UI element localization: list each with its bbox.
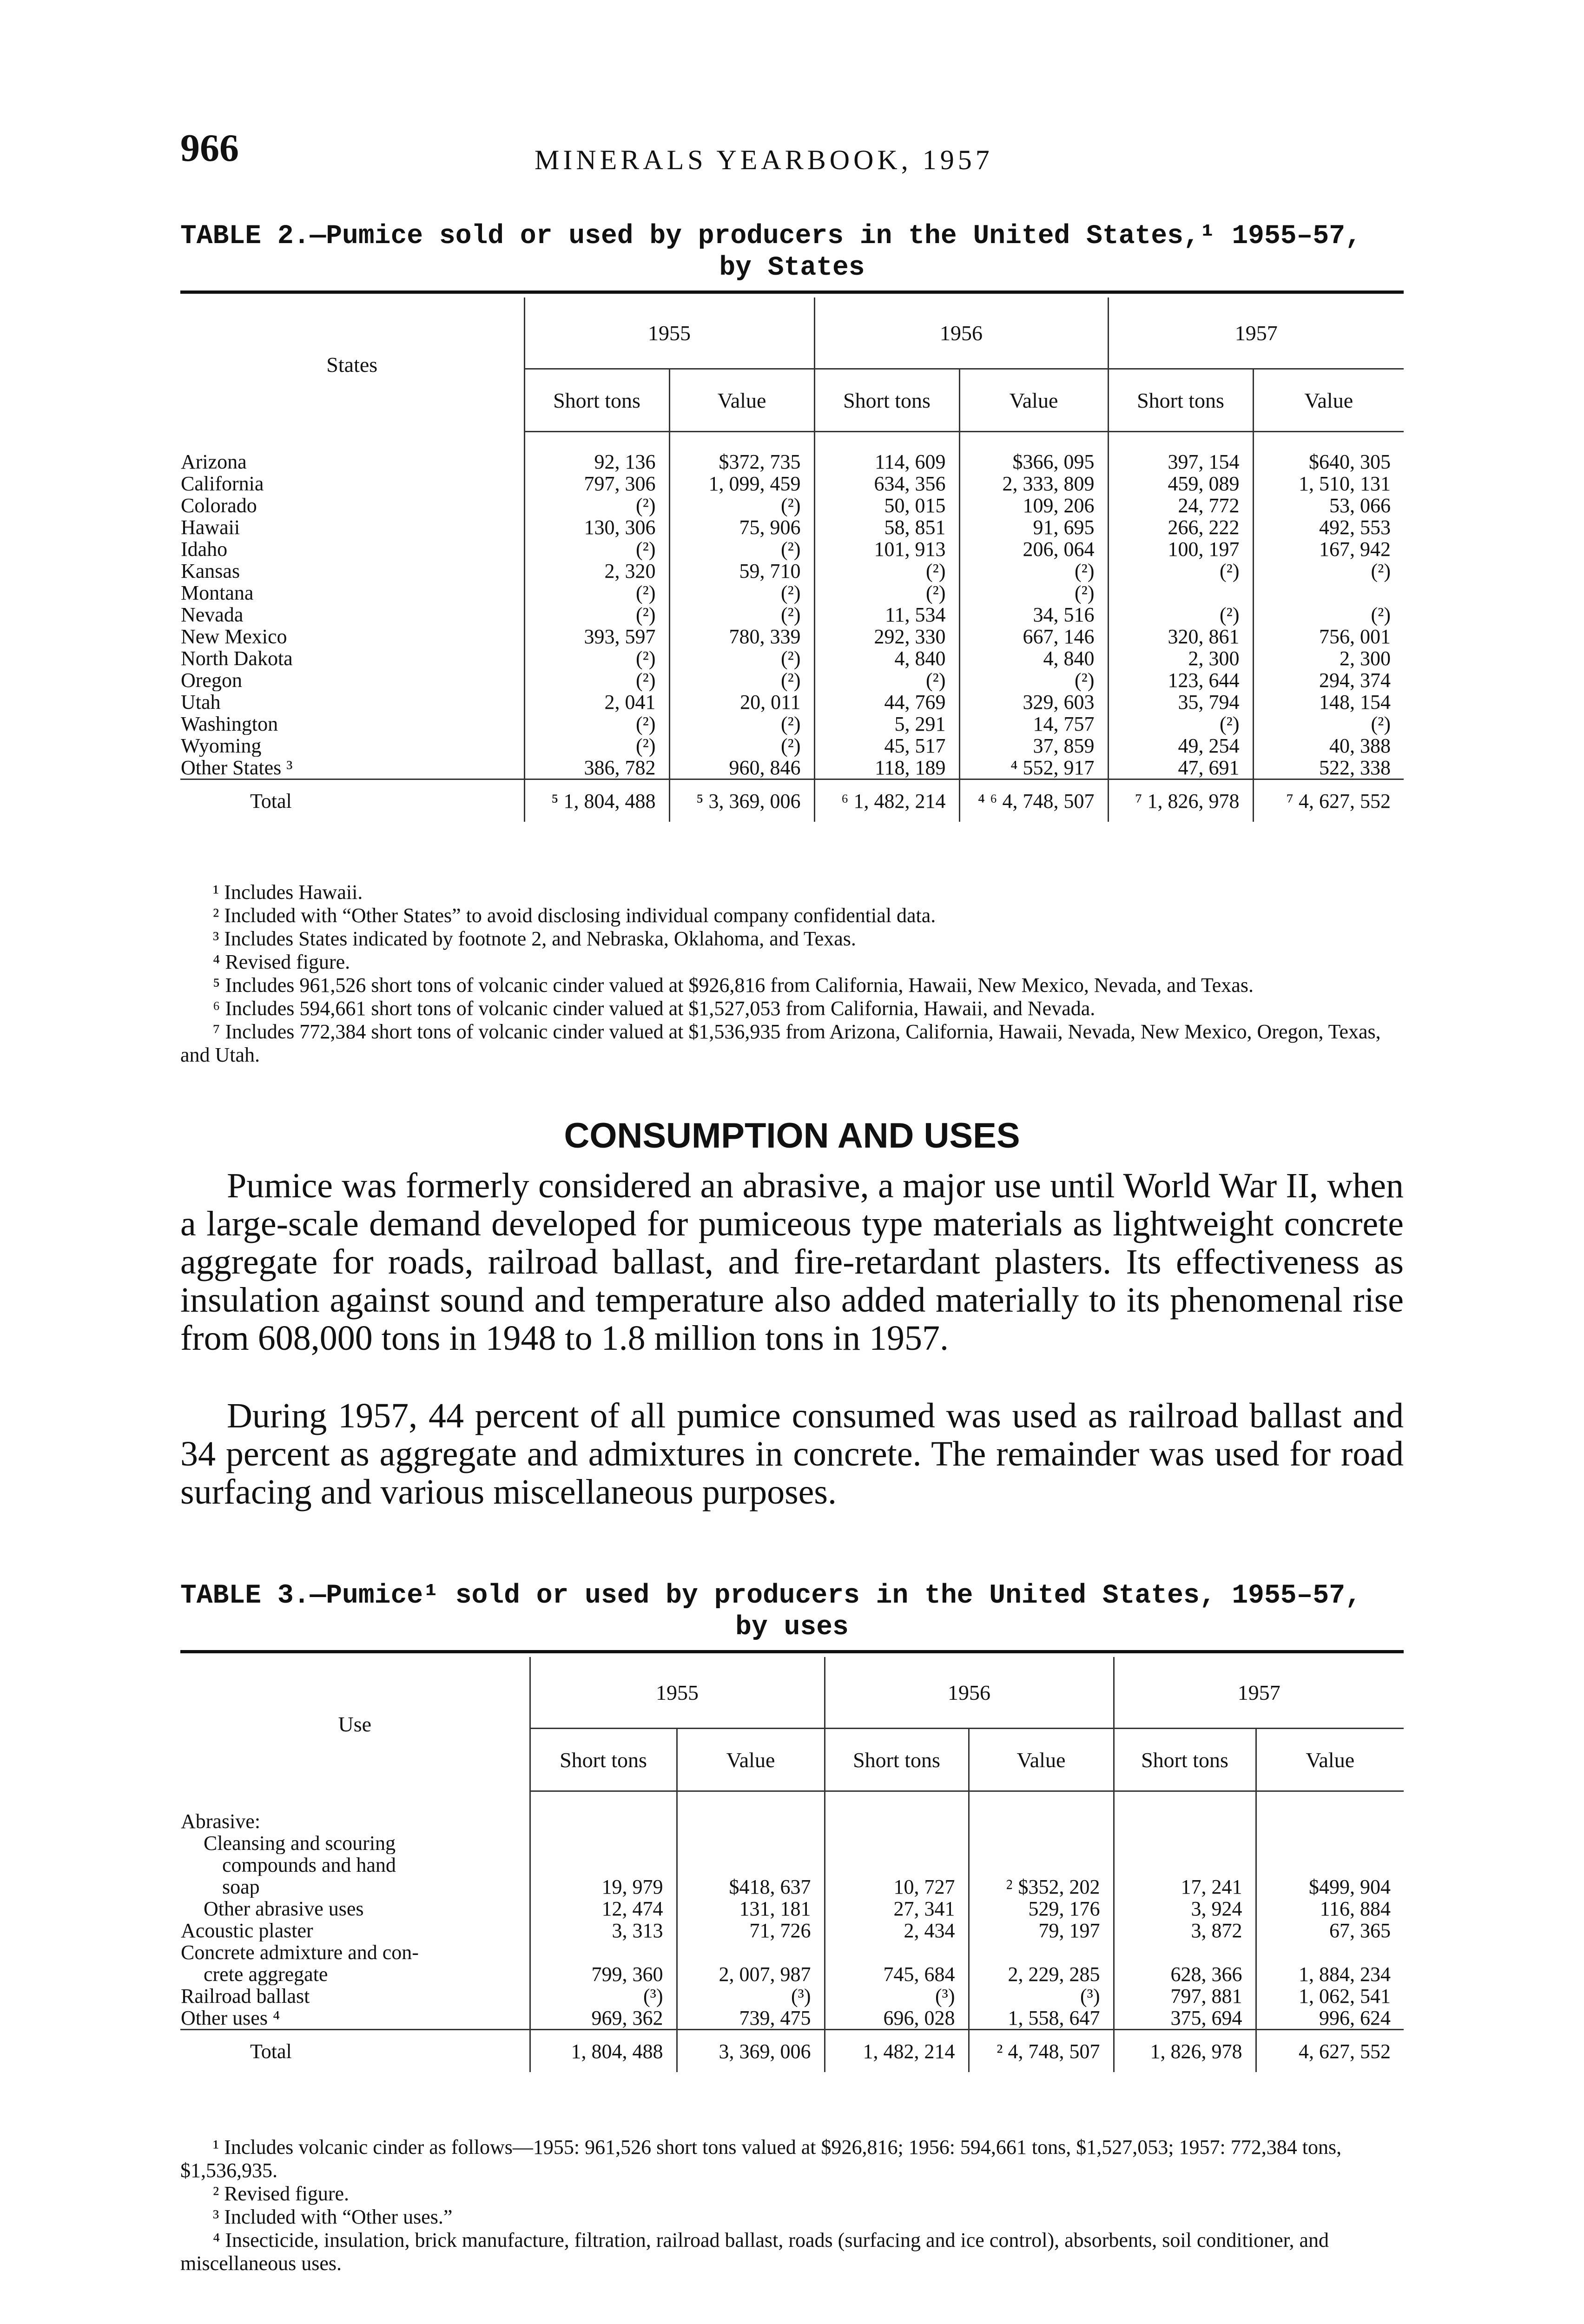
footnote: ³ Included with “Other uses.”	[213, 2205, 453, 2228]
cell: 131, 181	[677, 1898, 825, 1920]
cell: 529, 176	[969, 1898, 1114, 1920]
table3-col-value: Value	[1256, 1729, 1404, 1791]
paragraph-text: Pumice was formerly considered an abrasive, a major use until World War II, when a large-scale demand developed for pumiceous type materials as lightweight concrete aggregate for roads, railroad ballast, and fire-retardant plasters. Its effectiveness as insulation against sound and temperature also added materially to its phenomenal rise from 608,000 tons in 1948 to 1.8 million tons in 1957.	[180, 1166, 1404, 1358]
cell: 4, 840	[814, 647, 959, 669]
cell: ⁲ $352, 202	[969, 1876, 1114, 1898]
total-row	[180, 779, 1404, 822]
table-row	[180, 516, 1404, 538]
cell: 797, 306	[524, 473, 669, 495]
cell: $499, 904	[1256, 1876, 1404, 1898]
cell: 130, 306	[524, 516, 669, 538]
cell: (²)	[959, 560, 1108, 582]
total-label: Total	[180, 2030, 530, 2073]
cell: 960, 846	[669, 757, 814, 779]
cell: ⁷ 4, 627, 552	[1253, 779, 1404, 822]
table2-col-value: Value	[669, 369, 814, 432]
footnote: ⁴ Revised figure.	[213, 951, 350, 973]
cell: 397, 154	[1108, 451, 1253, 473]
table2-year-1957: 1957	[1108, 297, 1404, 369]
cell: 1, 804, 488	[530, 2030, 677, 2073]
cell: 799, 360	[530, 1963, 677, 1985]
cell: (²)	[669, 495, 814, 516]
table3-title-line2: by uses	[735, 1612, 849, 1643]
row-label: Nevada	[181, 604, 244, 626]
table2-col-short-tons: Short tons	[1108, 369, 1253, 432]
cell: (²)	[814, 669, 959, 691]
body-paragraph-2	[180, 1397, 1404, 1511]
table3-title-line1: TABLE 3.—Pumice¹ sold or used by producers in the United States, 1955–57,	[180, 1581, 1361, 1611]
table-row	[180, 495, 1404, 516]
cell: 167, 942	[1253, 538, 1404, 560]
cell: 3, 924	[1114, 1898, 1256, 1920]
row-label: compounds and hand	[222, 1854, 396, 1876]
cell: 27, 341	[825, 1898, 969, 1920]
cell: 49, 254	[1108, 735, 1253, 757]
cell: 92, 136	[524, 451, 669, 473]
row-label: Railroad ballast	[181, 1985, 310, 2007]
table-row	[180, 626, 1404, 647]
cell: 50, 015	[814, 495, 959, 516]
cell: ⁵ 3, 369, 006	[669, 779, 814, 822]
table-row	[180, 1963, 1404, 1985]
cell: (²)	[814, 582, 959, 604]
cell: 1, 558, 647	[969, 2007, 1114, 2030]
cell: 4, 627, 552	[1256, 2030, 1404, 2073]
cell: (²)	[1253, 604, 1404, 626]
row-label: Kansas	[181, 560, 240, 582]
cell: 696, 028	[825, 2007, 969, 2030]
cell: (³)	[969, 1985, 1114, 2007]
row-label: Idaho	[181, 538, 228, 560]
cell: 1, 099, 459	[669, 473, 814, 495]
table3-footnotes	[180, 2136, 1404, 2275]
cell: 10, 727	[825, 1876, 969, 1898]
cell: (²)	[669, 538, 814, 560]
table2-title-line2: by States	[719, 253, 865, 283]
cell: 71, 726	[677, 1920, 825, 1941]
cell: 148, 154	[1253, 691, 1404, 713]
cell: 123, 644	[1108, 669, 1253, 691]
cell: 492, 553	[1253, 516, 1404, 538]
cell: (³)	[825, 1985, 969, 2007]
cell: 206, 064	[959, 538, 1108, 560]
cell: (²)	[669, 669, 814, 691]
table2-stub-header: States	[326, 352, 378, 376]
row-label: soap	[222, 1876, 260, 1898]
cell: 91, 695	[959, 516, 1108, 538]
total-row	[180, 2030, 1404, 2073]
row-label: Other uses ⁴	[181, 2007, 280, 2029]
cell: 2, 300	[1108, 647, 1253, 669]
cell: (²)	[524, 495, 669, 516]
cell: (³)	[677, 1985, 825, 2007]
cell: (²)	[524, 713, 669, 735]
table-row	[180, 735, 1404, 757]
table3-year-1957: 1957	[1114, 1657, 1404, 1729]
cell: 100, 197	[1108, 538, 1253, 560]
table3-col-value: Value	[969, 1729, 1114, 1791]
table2-year-1956: 1956	[814, 297, 1108, 369]
table-row	[180, 1876, 1404, 1898]
cell: 35, 794	[1108, 691, 1253, 713]
table-row	[180, 1985, 1404, 2007]
row-label: Colorado	[181, 495, 257, 516]
cell: 12, 474	[530, 1898, 677, 1920]
cell: (²)	[814, 560, 959, 582]
cell: ⁷ 1, 826, 978	[1108, 779, 1253, 822]
cell: 101, 913	[814, 538, 959, 560]
row-label: Montana	[181, 582, 254, 604]
cell: 17, 241	[1114, 1876, 1256, 1898]
footnote: ¹ Includes volcanic cinder as follows—1955: 961,526 short tons valued at $926,816; 1956: 594,661 tons, $1,527,053; 1957: 772,384 tons, $1,536,935.	[180, 2136, 1342, 2182]
table-row	[180, 669, 1404, 691]
footnote: ² Included with “Other States” to avoid disclosing individual company confidential data.	[213, 904, 936, 927]
body-paragraph-1	[180, 1167, 1404, 1357]
table2-col-short-tons: Short tons	[814, 369, 959, 432]
cell: (³)	[530, 1985, 677, 2007]
row-label: Oregon	[181, 669, 242, 691]
cell: (²)	[524, 669, 669, 691]
row-label: crete aggregate	[204, 1963, 328, 1985]
cell: (²)	[1108, 560, 1253, 582]
cell: 969, 362	[530, 2007, 677, 2030]
cell: 780, 339	[669, 626, 814, 647]
row-label: California	[181, 473, 264, 495]
table-row	[180, 713, 1404, 735]
cell: 745, 684	[825, 1963, 969, 1985]
cell: ⁶ 1, 482, 214	[814, 779, 959, 822]
cell: 996, 624	[1256, 2007, 1404, 2030]
footnote: ⁵ Includes 961,526 short tons of volcanic cinder valued at $926,816 from California, Hawaii, New Mexico, Nevada, and Texas.	[213, 974, 1254, 997]
cell: (²)	[524, 735, 669, 757]
cell: (²)	[1108, 604, 1253, 626]
table-row	[180, 538, 1404, 560]
cell: 59, 710	[669, 560, 814, 582]
table3-year-1956: 1956	[825, 1657, 1114, 1729]
cell: 3, 369, 006	[677, 2030, 825, 2073]
cell: 4, 840	[959, 647, 1108, 669]
cell: 118, 189	[814, 757, 959, 779]
paragraph-text: During 1957, 44 percent of all pumice consumed was used as railroad ballast and 34 percent as aggregate and admixtures in concrete. The remainder was used for road surfacing and various miscellaneous purposes.	[180, 1396, 1404, 1512]
cell: 24, 772	[1108, 495, 1253, 516]
table3-top-rule	[180, 1650, 1404, 1653]
cell: (²)	[959, 582, 1108, 604]
cell: (²)	[1108, 713, 1253, 735]
cell: 2, 300	[1253, 647, 1404, 669]
section-heading: CONSUMPTION AND USES	[564, 1116, 1020, 1155]
page-number: 966	[180, 126, 239, 170]
table-row	[180, 604, 1404, 626]
cell: (²)	[524, 647, 669, 669]
cell: 294, 374	[1253, 669, 1404, 691]
table3	[180, 1657, 1404, 2072]
cell	[1108, 582, 1253, 604]
row-label: Hawaii	[181, 516, 240, 538]
cell: (²)	[669, 647, 814, 669]
cell: (²)	[1253, 560, 1404, 582]
cell: (²)	[959, 669, 1108, 691]
table2-footnotes	[180, 881, 1404, 1067]
table-row	[180, 1941, 1404, 1963]
cell	[1253, 582, 1404, 604]
table3-year-1955: 1955	[530, 1657, 825, 1729]
cell: $418, 637	[677, 1876, 825, 1898]
table-row	[180, 451, 1404, 473]
cell: 393, 597	[524, 626, 669, 647]
footnote: ³ Includes States indicated by footnote 2, and Nebraska, Oklahoma, and Texas.	[213, 927, 856, 950]
cell: 1, 884, 234	[1256, 1963, 1404, 1985]
cell: ² 4, 748, 507	[969, 2030, 1114, 2073]
cell: ⁵ 1, 804, 488	[524, 779, 669, 822]
cell: 667, 146	[959, 626, 1108, 647]
cell: 19, 979	[530, 1876, 677, 1898]
table-row	[180, 1920, 1404, 1941]
table2-top-rule	[180, 290, 1404, 294]
cell: $372, 735	[669, 451, 814, 473]
table-row	[180, 647, 1404, 669]
total-label: Total	[180, 779, 524, 822]
cell: 797, 881	[1114, 1985, 1256, 2007]
cell: 1, 826, 978	[1114, 2030, 1256, 2073]
cell: 634, 356	[814, 473, 959, 495]
row-label: New Mexico	[181, 626, 287, 647]
cell: 20, 011	[669, 691, 814, 713]
cell: 14, 757	[959, 713, 1108, 735]
table3-col-value: Value	[677, 1729, 825, 1791]
cell: 40, 388	[1253, 735, 1404, 757]
row-label: Other abrasive uses	[204, 1898, 364, 1920]
cell: 756, 001	[1253, 626, 1404, 647]
row-label: Other States ³	[181, 757, 293, 779]
cell: 34, 516	[959, 604, 1108, 626]
table2-col-value: Value	[1253, 369, 1404, 432]
cell: 386, 782	[524, 757, 669, 779]
footnote: ² Revised figure.	[213, 2182, 350, 2205]
table-row	[180, 691, 1404, 713]
cell: 11, 534	[814, 604, 959, 626]
footnote: ⁶ Includes 594,661 short tons of volcanic cinder valued at $1,527,053 from California, Hawaii, and Nevada.	[213, 997, 1096, 1020]
cell: ⁴ 552, 917	[959, 757, 1108, 779]
cell: 375, 694	[1114, 2007, 1256, 2030]
cell: 2, 041	[524, 691, 669, 713]
footnote: ⁴ Insecticide, insulation, brick manufacture, filtration, railroad ballast, roads (surfacing and ice control), absorbents, soil conditioner, and miscellaneous uses.	[180, 2229, 1329, 2275]
cell: (²)	[524, 604, 669, 626]
table-row	[180, 473, 1404, 495]
table2-col-short-tons: Short tons	[524, 369, 669, 432]
cell: (²)	[524, 538, 669, 560]
table3-col-short-tons: Short tons	[825, 1729, 969, 1791]
cell: ⁴ ⁶ 4, 748, 507	[959, 779, 1108, 822]
cell: 109, 206	[959, 495, 1108, 516]
cell: 47, 691	[1108, 757, 1253, 779]
row-label: Utah	[181, 691, 221, 713]
cell: 522, 338	[1253, 757, 1404, 779]
cell: 2, 229, 285	[969, 1963, 1114, 1985]
row-label: Abrasive:	[181, 1810, 261, 1832]
cell: 79, 197	[969, 1920, 1114, 1941]
cell: 67, 365	[1256, 1920, 1404, 1941]
table-row	[180, 1898, 1404, 1920]
table2-col-value: Value	[959, 369, 1108, 432]
cell: 459, 089	[1108, 473, 1253, 495]
cell: 75, 906	[669, 516, 814, 538]
cell: 320, 861	[1108, 626, 1253, 647]
cell: 1, 062, 541	[1256, 1985, 1404, 2007]
running-head: MINERALS YEARBOOK, 1957	[535, 145, 993, 175]
cell: 53, 066	[1253, 495, 1404, 516]
row-label: Concrete admixture and con-	[181, 1941, 419, 1963]
cell: 58, 851	[814, 516, 959, 538]
cell: (²)	[669, 713, 814, 735]
footnote: ¹ Includes Hawaii.	[213, 881, 363, 904]
cell: 5, 291	[814, 713, 959, 735]
row-label: Wyoming	[181, 735, 262, 757]
table-row	[180, 582, 1404, 604]
table2-year-1955: 1955	[524, 297, 814, 369]
cell: 37, 859	[959, 735, 1108, 757]
row-label: Arizona	[181, 451, 247, 473]
table3-title	[180, 1580, 1404, 1644]
table2	[180, 297, 1404, 822]
table3-col-short-tons: Short tons	[1114, 1729, 1256, 1791]
cell: (²)	[524, 582, 669, 604]
cell: (²)	[1253, 713, 1404, 735]
cell: (²)	[669, 604, 814, 626]
cell: 2, 434	[825, 1920, 969, 1941]
row-label: North Dakota	[181, 647, 293, 669]
footnote: ⁷ Includes 772,384 short tons of volcanic cinder valued at $1,536,935 from Arizona, California, Hawaii, Nevada, New Mexico, Oregon, Texas, and Utah.	[180, 1020, 1381, 1066]
table-row	[180, 2007, 1404, 2030]
table3-stub-header: Use	[338, 1712, 372, 1736]
table3-col-short-tons: Short tons	[530, 1729, 677, 1791]
cell: 628, 366	[1114, 1963, 1256, 1985]
cell: 1, 482, 214	[825, 2030, 969, 2073]
cell: (²)	[669, 582, 814, 604]
row-label: Washington	[181, 713, 278, 735]
cell: 2, 320	[524, 560, 669, 582]
cell: $640, 305	[1253, 451, 1404, 473]
cell: 3, 872	[1114, 1920, 1256, 1941]
cell: 1, 510, 131	[1253, 473, 1404, 495]
cell: 2, 007, 987	[677, 1963, 825, 1985]
cell: 114, 609	[814, 451, 959, 473]
cell: 45, 517	[814, 735, 959, 757]
row-label: Acoustic plaster	[181, 1920, 313, 1941]
cell: 3, 313	[530, 1920, 677, 1941]
cell: 116, 884	[1256, 1898, 1404, 1920]
cell: 329, 603	[959, 691, 1108, 713]
cell: 266, 222	[1108, 516, 1253, 538]
cell: (²)	[669, 735, 814, 757]
table2-title-line1: TABLE 2.—Pumice sold or used by producers in the United States,¹ 1955–57,	[180, 221, 1361, 251]
table-row	[180, 757, 1404, 779]
cell: 44, 769	[814, 691, 959, 713]
table-row	[180, 1832, 1404, 1854]
cell: 2, 333, 809	[959, 473, 1108, 495]
cell: $366, 095	[959, 451, 1108, 473]
cell: 739, 475	[677, 2007, 825, 2030]
cell: 292, 330	[814, 626, 959, 647]
table-row	[180, 1810, 1404, 1832]
table-row	[180, 560, 1404, 582]
table-row	[180, 1854, 1404, 1876]
row-label: Cleansing and scouring	[204, 1832, 396, 1854]
table2-title	[180, 221, 1404, 284]
